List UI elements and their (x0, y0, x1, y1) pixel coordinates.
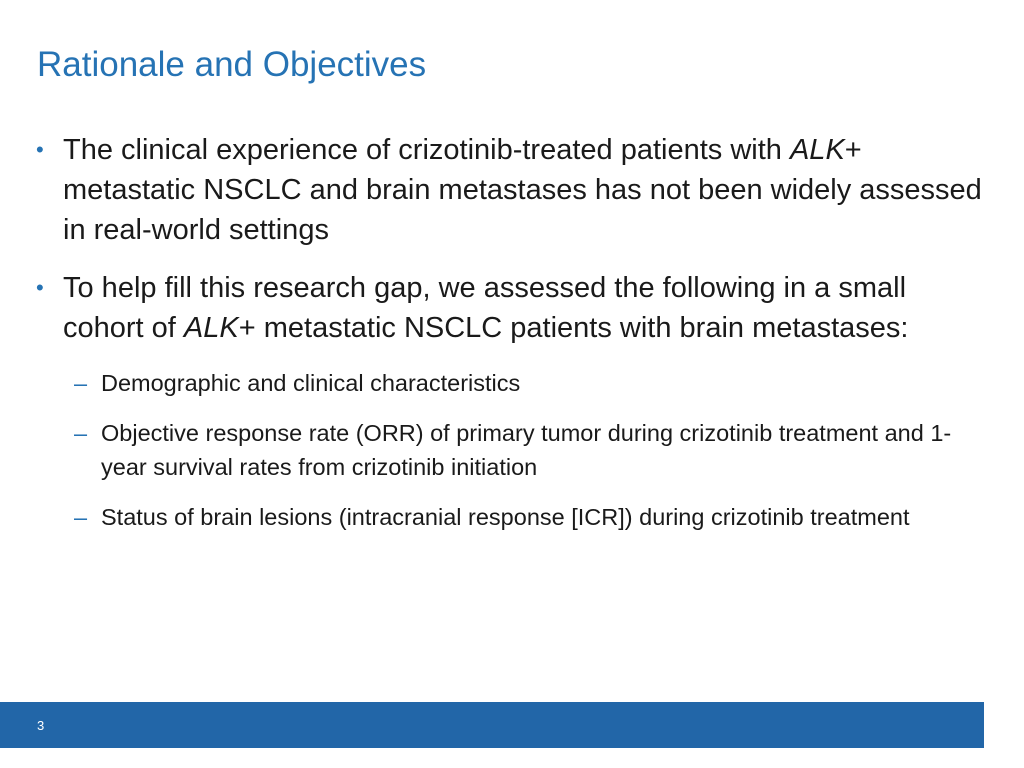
sub-bullet-item (36, 416, 986, 484)
sub-bullet-text: Status of brain lesions (intracranial response [ICR]) during crizotinib treatment (101, 504, 910, 530)
sub-bullet-marker: – (74, 370, 88, 396)
gene-name-italic: ALK (789, 134, 845, 166)
sub-bullet-text: Demographic and clinical characteristics (101, 370, 521, 396)
bullet-text-part: + metastatic NSCLC and brain metastases has not been widely assessed in real-world settings (63, 134, 982, 246)
page-number: 3 (37, 718, 45, 733)
bullet-text-part: To help fill this research gap, we assessed the following in a small cohort of (63, 272, 907, 344)
sub-bullet-text: Objective response rate (ORR) of primary tumor during crizotinib treatment and 1-year survival rates from crizotinib initiation (101, 420, 952, 480)
gene-name-italic: ALK (183, 312, 239, 344)
bullet-text-part: + metastatic NSCLC patients with brain metastases: (238, 312, 909, 344)
sub-bullet-marker: – (74, 504, 88, 530)
sub-bullet-item (36, 366, 986, 400)
footer-bar (0, 702, 984, 748)
bullet-item (36, 130, 986, 250)
bullet-marker: • (36, 137, 44, 162)
sub-bullet-marker: – (74, 420, 88, 446)
bullet-item (36, 268, 986, 348)
footer-curve-shape (964, 702, 1024, 748)
sub-bullet-list (36, 366, 986, 534)
sub-bullet-item (36, 500, 986, 534)
slide-title: Rationale and Objectives (37, 45, 427, 84)
bullet-marker: • (36, 275, 44, 300)
slide-content (36, 130, 986, 550)
bullet-text-part: The clinical experience of crizotinib-treated patients with (63, 134, 790, 166)
